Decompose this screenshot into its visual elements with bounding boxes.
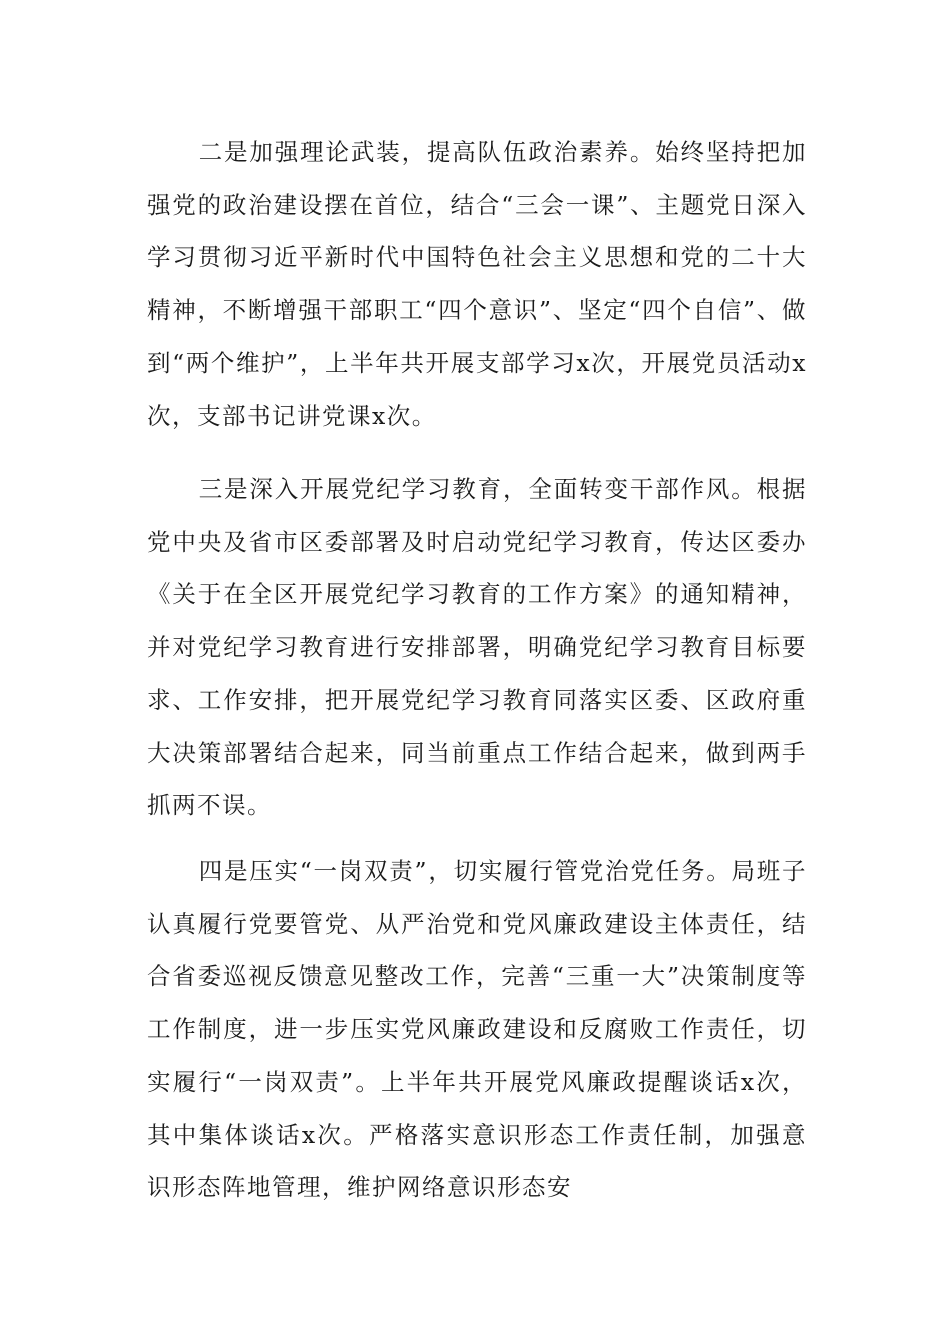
paragraph-theory-study: 二是加强理论武装，提高队伍政治素养。始终坚持把加强党的政治建设摆在首位，结合“三会一课”、主题党日深入学习贯彻习近平新时代中国特色社会主义思想和党的二十大精神，不断增强干部职工“四个意识”、坚定“四个自信”、做到“两个维护”，上半年共开展支部学习x次，开展党员活动x次，支部书记讲党课x次。 [147,138,807,430]
paragraph-discipline-education: 三是深入开展党纪学习教育，全面转变干部作风。根据党中央及省市区委部署及时启动党纪学习教育，传达区委办《关于在全区开展党纪学习教育的工作方案》的通知精神，并对党纪学习教育进行安排部署，明确党纪学习教育目标要求、工作安排，把开展党纪学习教育同落实区委、区政府重大决策部署结合起来，同当前重点工作结合起来，做到两手抓两不误。 [147,475,807,820]
paragraph-dual-responsibility: 四是压实“一岗双责”，切实履行管党治党任务。局班子认真履行党要管党、从严治党和党风廉政建设主体责任，结合省委巡视反馈意见整改工作，完善“三重一大”决策制度等工作制度，进一步压实党风廉政建设和反腐败工作责任，切实履行“一岗双责”。上半年共开展党风廉政提醒谈话x次，其中集体谈话x次。严格落实意识形态工作责任制，加强意识形态阵地管理，维护网络意识形态安 [147,857,807,1202]
